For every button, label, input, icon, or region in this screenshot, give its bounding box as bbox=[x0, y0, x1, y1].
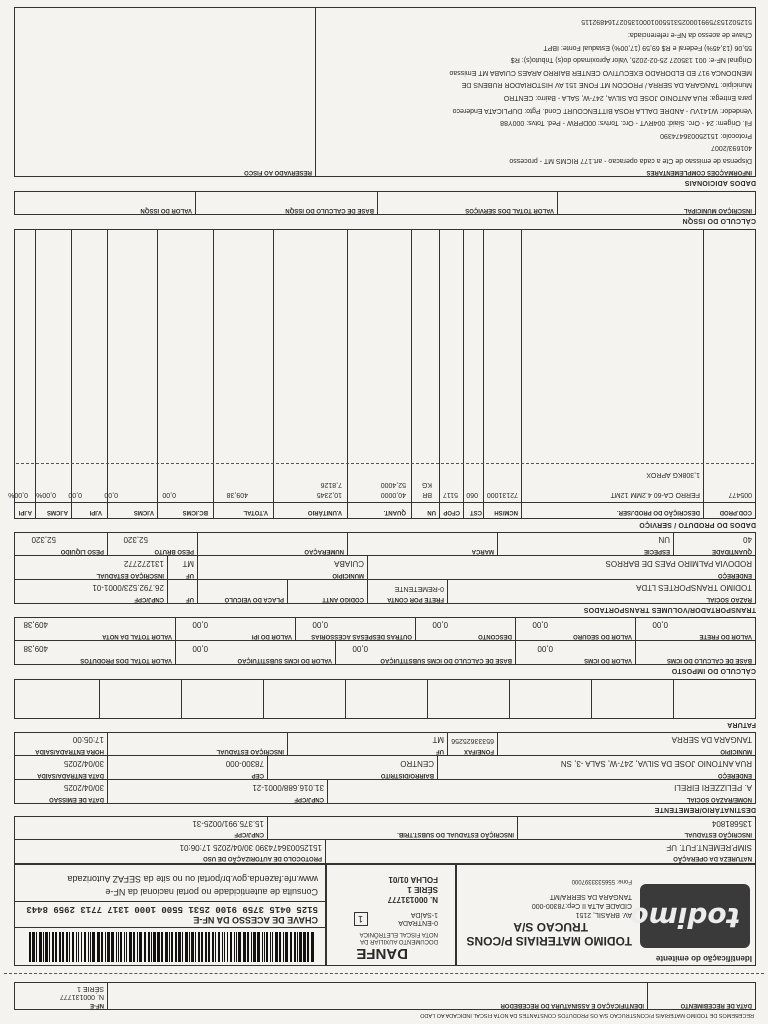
receipt-signature-label: IDENTIFICAÇÃO E ASSINATURA DO RECEBEDOR bbox=[500, 1002, 644, 1008]
other-expenses-label: OUTRAS DESPESAS ACESSÓRIAS bbox=[311, 633, 412, 639]
recipient-cnpj: 31.016.688/0001-21 bbox=[252, 783, 324, 792]
danfe-exit: 1-SAÍDA bbox=[410, 911, 438, 918]
carrier-ie-label: INSCRIÇÃO ESTADUAL bbox=[96, 572, 164, 578]
info-line: 51250215375991000253155001000135027164892115 bbox=[581, 18, 752, 26]
gross-weight-label: PESO BRUTO bbox=[154, 548, 194, 554]
col-code: COD.PROD bbox=[719, 509, 752, 515]
row-description-2: 1,308KG APROX bbox=[646, 471, 700, 478]
recipient-name-label: NOME/RAZÃO SOCIAL bbox=[686, 796, 752, 802]
row-ncm: 72131000 bbox=[486, 491, 518, 498]
row-code: 005477 bbox=[728, 491, 752, 498]
freight-value: 0,00 bbox=[652, 620, 668, 629]
row-v-icms: 0,00 bbox=[104, 491, 118, 498]
receipt-date-label: DATA DE RECEBIMENTO bbox=[680, 1002, 752, 1008]
col-cst: CST bbox=[470, 509, 482, 515]
recipient-ie-label: INSCRIÇÃO ESTADUAL bbox=[216, 748, 284, 754]
ie-st-label: INSCRIÇÃO ESTADUAL DO SUBST.TRIB. bbox=[397, 831, 514, 837]
ipi-label: VALOR DO IPI bbox=[251, 633, 292, 639]
row-description: FERRO CA-60 4.2MM 12MT bbox=[610, 491, 700, 498]
complementary-info-label: INFORMAÇÕES COMPLEMENTARES bbox=[646, 169, 752, 175]
icms-value: 0,00 bbox=[537, 644, 553, 653]
volume-qty-label: QUANTIDADE bbox=[712, 548, 752, 554]
issqn-section-label: CÁLCULO DO ISSQN bbox=[682, 217, 756, 224]
danfe-desc-2: NOTA FISCAL ELETRÔNICA bbox=[359, 931, 438, 937]
issqn-im-label: INSCRIÇÃO MUNICIPAL bbox=[683, 207, 752, 213]
carrier-ie: 131272772 bbox=[123, 559, 164, 568]
ipi-value: 0,00 bbox=[192, 620, 208, 629]
col-description: DESCRIÇÃO DO PROD./SER. bbox=[616, 509, 700, 515]
freight-by-label: FRETE POR CONTA bbox=[387, 596, 444, 602]
recipient-phone: 65333625256 bbox=[451, 737, 494, 744]
discount-label: DESCONTO bbox=[478, 633, 512, 639]
products-total-value: 409,38 bbox=[23, 644, 48, 653]
todimo-logo bbox=[629, 884, 750, 948]
issuer-address: AV. BRASIL, 2151 bbox=[575, 911, 632, 918]
carrier-uf-label: UF bbox=[186, 572, 194, 578]
st-label: VALOR DO ICMS SUBSTITUIÇÃO bbox=[237, 657, 332, 663]
freight-label: VALOR DO FRETE bbox=[699, 633, 752, 639]
danfe-entry: 0-ENTRADA bbox=[398, 919, 438, 926]
col-a-icms: A.ICMS bbox=[47, 509, 68, 515]
col-total: V.TOTAL bbox=[243, 509, 268, 515]
issuer-district: CIDADE ALTA II Cep:78300-000 bbox=[531, 902, 632, 909]
issue-date: 30/04/2025 bbox=[63, 783, 104, 792]
recipient-uf: MT bbox=[432, 735, 444, 744]
info-line: Vendedor: W141VU - ANDRE DALLA ROSA BITTENCOURT Cond. Pgto: DUPLICATA Endereco bbox=[452, 106, 752, 114]
row-cfop: 5117 bbox=[442, 491, 458, 498]
issqn-base-label: BASE DE CÁLCULO DO ISSQN bbox=[285, 207, 374, 213]
invoice-total-label: VALOR TOTAL DA NOTA bbox=[102, 633, 172, 639]
products-section-label: DADOS DO PRODUTO / SERVIÇO bbox=[639, 521, 756, 528]
col-a-ipi: A.IPI bbox=[18, 509, 32, 515]
net-weight: 52,320 bbox=[31, 535, 56, 544]
row-unit-value: 10,2345 bbox=[316, 491, 342, 498]
plate-label: PLACA DO VEÍCULO bbox=[224, 596, 284, 602]
receipt-notice: RECEBEMOS DE TODIMO MATERIAIS P/CONSTRUCAO S/A OS PRODUTOS CONSTANTES DA NOTA FISCAL INDICADA AO LADO bbox=[420, 1012, 754, 1018]
recipient-city-label: MUNICÍPIO bbox=[720, 748, 752, 754]
danfe-type-value: 1 bbox=[357, 914, 363, 924]
danfe-title: DANFE bbox=[356, 945, 408, 962]
carrier-cnpj-label: CNPJ/CPF bbox=[134, 596, 164, 602]
info-line: 55,06 (13,45%) Federal e R$ 69,59 (17,00%) Estadual Fonte: IBPT bbox=[543, 43, 752, 51]
invoice-total-value: 409,38 bbox=[23, 620, 48, 629]
carrier-name-label: RAZÃO SOCIAL bbox=[706, 596, 752, 602]
carrier-address-label: ENDEREÇO bbox=[717, 572, 752, 578]
exit-time: 17:05:00 bbox=[72, 735, 104, 744]
row-total: 409,38 bbox=[226, 491, 248, 498]
invoice-section-label: FATURA bbox=[726, 721, 756, 728]
recipient-box bbox=[14, 732, 756, 804]
info-line: Dispensa de emissao de Cte a cada operacao - art.177 RICMS MT - processo bbox=[509, 157, 752, 164]
carrier-city-label: MUNICÍPIO bbox=[332, 572, 364, 578]
carrier-uf: MT bbox=[182, 559, 194, 568]
bc-st-value: 0,00 bbox=[352, 644, 368, 653]
issuer-name-2: TRUCAO S/A bbox=[513, 920, 588, 934]
row-a-ipi: 0,00% bbox=[8, 491, 28, 498]
freight-by: 0-REMETENTE bbox=[394, 585, 444, 592]
volume-kind: UN bbox=[658, 535, 670, 544]
tax-section-label: CÁLCULO DO IMPOSTO bbox=[671, 667, 756, 674]
ie-value: 135681804 bbox=[711, 819, 752, 828]
transport-section-label: TRANSPORTADOR/VOLUMES TRANSPORTADOS bbox=[583, 606, 756, 613]
recipient-uf-label: UF bbox=[436, 748, 444, 754]
col-qty: QUANT. bbox=[383, 509, 406, 515]
issuer-phone: Fone: 5565333397000 bbox=[571, 878, 632, 884]
recipient-city: TANGARA DA SERRA bbox=[671, 735, 752, 744]
issue-date-label: DATA DE EMISSÃO bbox=[49, 796, 104, 802]
danfe-desc-1: DOCUMENTO AUXILIAR DA bbox=[360, 938, 438, 944]
carrier-city: CUIABA bbox=[334, 559, 364, 568]
recipient-cep-label: CEP bbox=[251, 772, 264, 778]
info-line: Fil. Origem: 24 - Orc. Siaid: 004RVT - Orc. Tortvs: 00DPRW - Ped. Totvs: 000Y88 bbox=[500, 119, 752, 127]
carrier-cnpj: 26.792.523/0001-01 bbox=[92, 583, 164, 592]
volume-numbering-label: NUMERAÇÃO bbox=[304, 548, 344, 554]
col-cfop: CFOP bbox=[443, 509, 460, 515]
products-total-label: VALOR TOTAL DOS PRODUTOS bbox=[80, 657, 172, 663]
danfe-number: N. 000131777 bbox=[387, 895, 438, 904]
fisco-reserved-label: RESERVADO AO FISCO bbox=[244, 169, 312, 175]
nature-label: NATUREZA DA OPERAÇÃO bbox=[673, 855, 752, 861]
receipt-box bbox=[14, 982, 756, 1010]
exit-time-label: HORA ENTRADA/SAÍDA bbox=[35, 748, 104, 754]
recipient-name: A. PELIZZERI EIRELI bbox=[674, 783, 752, 792]
recipient-section-label: DESTINATÁRIO/REMETENTE bbox=[654, 806, 756, 813]
danfe-type-box bbox=[354, 912, 368, 926]
row-cst: 060 bbox=[466, 491, 478, 498]
info-line: Original NF-e: 001 135027 25-02-2025, Valor Aproximado do(s) Tributo(s): R$ bbox=[510, 56, 752, 64]
receipt-series: SÉRIE 1 bbox=[77, 985, 104, 992]
recipient-address: RUA ANTONIO JOSE DA SILVA, 247-W, SALA -3, SN bbox=[560, 759, 752, 768]
col-v-icms: V.ICMS bbox=[133, 509, 154, 515]
row-unit-value-2: 7,8126 bbox=[320, 481, 342, 488]
bc-st-label: BASE DE CÁLCULO DO ICMS SUBSTITUIÇÃO bbox=[380, 657, 512, 663]
row-a-icms: 0,00% bbox=[36, 491, 56, 498]
info-line: Chave de acesso da NF-e referenciada: bbox=[627, 31, 752, 38]
operation-box bbox=[14, 816, 756, 864]
issqn-services-label: VALOR TOTAL DOS SERVIÇOS bbox=[465, 207, 554, 213]
recipient-district: CENTRO bbox=[400, 759, 434, 768]
insurance-value: 0,00 bbox=[532, 620, 548, 629]
issqn-value-label: VALOR DO ISSQN bbox=[140, 207, 192, 213]
recipient-cnpj-label: CNPJ/CPF bbox=[294, 796, 324, 802]
volume-brand-label: MARCA bbox=[471, 548, 494, 554]
row-v-ipi: 0,00 bbox=[68, 491, 82, 498]
volume-qty: 40 bbox=[743, 535, 752, 544]
net-weight-label: PESO LÍQUIDO bbox=[60, 548, 104, 554]
plate-uf-label: UF bbox=[186, 596, 194, 602]
carrier-address: RODOVIA PALMIRO PAES DE BARROS bbox=[605, 559, 752, 568]
additional-section-label: DADOS ADICIONAIS bbox=[684, 179, 756, 186]
recipient-phone-label: FONE/FAX bbox=[463, 748, 494, 754]
protocol-label: PROTOCOLO DE AUTORIZAÇÃO DE USO bbox=[203, 855, 322, 861]
row-un: BR bbox=[422, 491, 432, 498]
antt-label: CÓDIGO ANTT bbox=[322, 596, 364, 602]
gross-weight: 52,320 bbox=[123, 535, 148, 544]
col-ncm: NCM/SH bbox=[494, 509, 518, 515]
access-key-barcode bbox=[26, 932, 314, 962]
consult-text-2: www.nfe.fazenda.gov.br/portal ou no site da SEFAZ Autorizada bbox=[67, 874, 318, 884]
info-line: MENDONCA 917 ED ELDORADO EXECUTIVO CENTER BAIRRO ARAES CUIABA MT Emissao bbox=[449, 68, 752, 76]
col-un: UN bbox=[427, 509, 436, 515]
issqn-box bbox=[14, 191, 756, 215]
invoice-box bbox=[14, 679, 756, 719]
discount-value: 0,00 bbox=[432, 620, 448, 629]
logo-text: todimo bbox=[629, 901, 740, 934]
exit-date: 30/04/2025 bbox=[63, 759, 104, 768]
issuer-cnpj-value: 15.375.991/0025-31 bbox=[192, 819, 264, 828]
receipt-nfe-label: NF-E bbox=[90, 1002, 104, 1008]
issuer-cnpj-label: CNPJ/CPF bbox=[234, 831, 264, 837]
protocol-value: 151250036474390 30/04/2025 17:06:01 bbox=[179, 843, 322, 852]
danfe-sheet: FOLHA 01/01 bbox=[388, 875, 438, 884]
danfe-series: SÉRIE 1 bbox=[407, 885, 438, 894]
issuer-city: TANGARA DA SERRA/MT bbox=[549, 893, 632, 900]
info-line: 401693/2007 bbox=[711, 144, 752, 152]
row-un-2: KG bbox=[421, 481, 432, 488]
st-value: 0,00 bbox=[192, 644, 208, 653]
row-qty-2: 52,4000 bbox=[380, 481, 406, 488]
col-v-ipi: V.IPI bbox=[89, 509, 102, 515]
issuer-name: TODIMO MATERIAIS P/CONS bbox=[466, 934, 632, 948]
recipient-cep: 78300-000 bbox=[225, 759, 264, 768]
consult-text-1: Consulta de autenticidade no portal nacional da NF-e bbox=[105, 887, 318, 897]
icms-label: VALOR DO ICMS bbox=[584, 657, 632, 663]
col-unit-value: V.UNITÁRIO bbox=[307, 509, 342, 515]
access-key-title: CHAVE DE ACESSO DA NF-E bbox=[193, 915, 318, 925]
recipient-address-label: ENDEREÇO bbox=[717, 772, 752, 778]
info-line: Protocolo: 151250036474390 bbox=[660, 131, 752, 139]
recipient-district-label: BAIRRO/DISTRITO bbox=[380, 772, 434, 778]
access-key-number: 5125 0415 3759 9100 2531 5500 1000 1317 7713 2959 8443 bbox=[26, 904, 318, 914]
col-bc-icms: BC.ICMS bbox=[182, 509, 208, 515]
row-bc-icms: 0,00 bbox=[162, 491, 176, 498]
volume-kind-label: ESPÉCIE bbox=[643, 548, 670, 554]
bc-icms-label: BASE DE CÁLCULO DO ICMS bbox=[666, 657, 752, 663]
exit-date-label: DATA ENTRADA/SAÍDA bbox=[37, 772, 104, 778]
issuer-section-label: Identificação do emitente bbox=[655, 954, 752, 963]
nature-value: SIMP.REMENT.FUT. UF bbox=[666, 843, 752, 852]
receipt-number: N. 000131777 bbox=[60, 993, 104, 1000]
info-line: para Entrega: RUA ANTONIO JOSE DA SILVA, 247-W, SALA - Bairro: CENTRO bbox=[503, 94, 752, 101]
products-table bbox=[14, 229, 756, 519]
info-line: Municipio: TANGARA DA SERRA / PROCON MT FONE 151 AV HISTORIADOR RUBENS DE bbox=[461, 81, 752, 89]
carrier-name: TODIMO TRANSPORTES LTDA bbox=[636, 583, 752, 592]
other-expenses-value: 0,00 bbox=[312, 620, 328, 629]
ie-label: INSCRIÇÃO ESTADUAL bbox=[684, 831, 752, 837]
insurance-label: VALOR DO SEGURO bbox=[573, 633, 632, 639]
row-qty: 40,0000 bbox=[380, 491, 406, 498]
